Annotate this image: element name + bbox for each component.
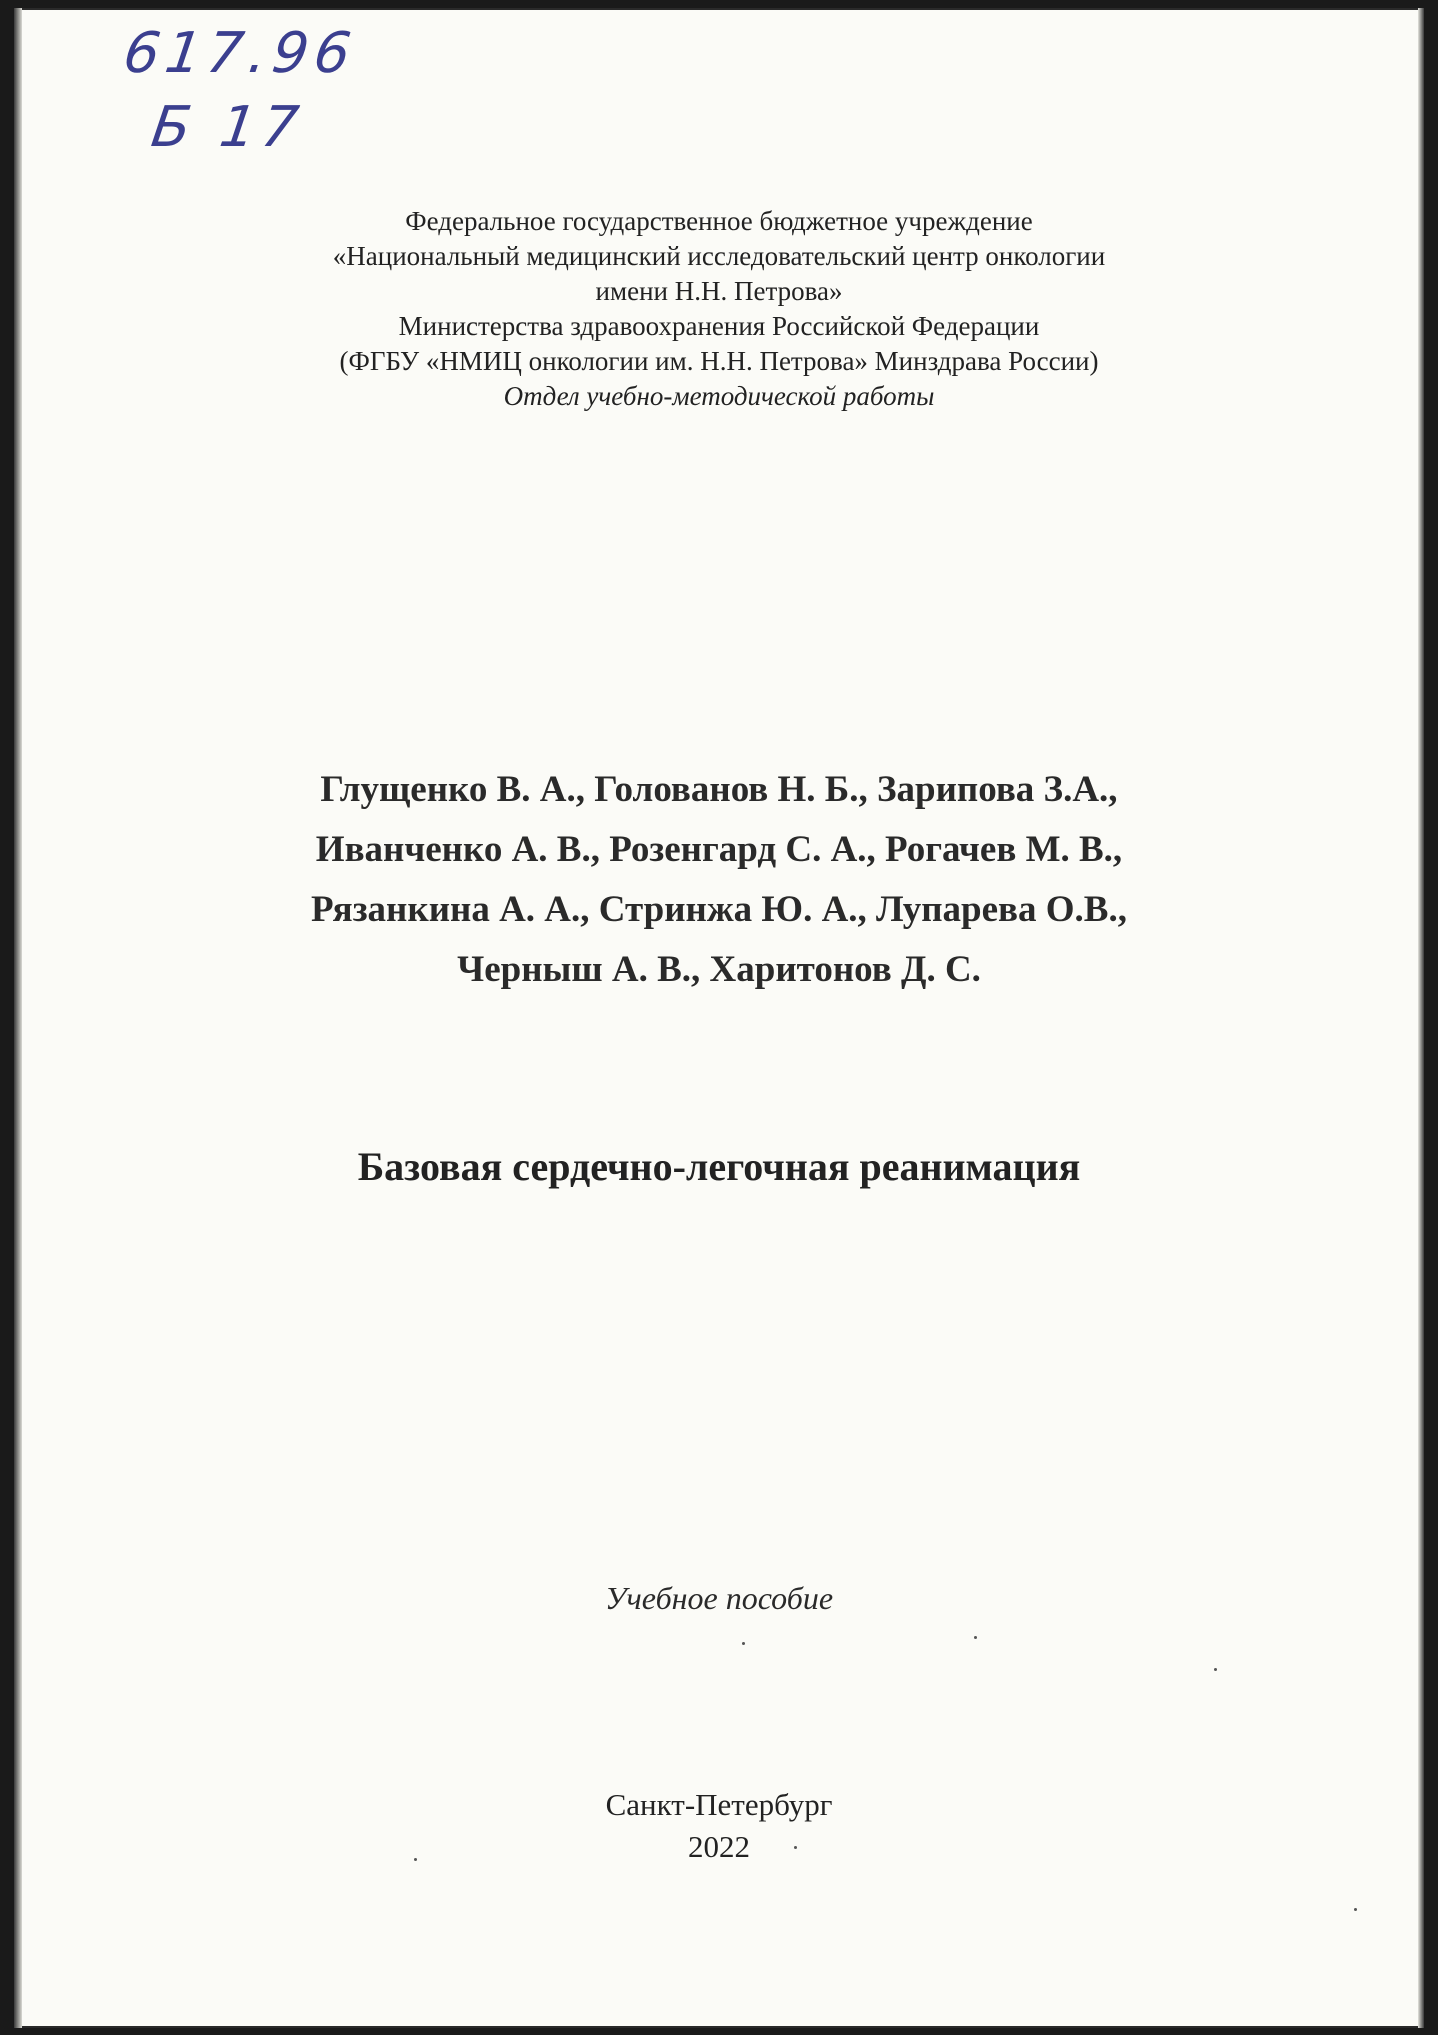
imprint-year: 2022: [688, 1829, 750, 1864]
institution-line: Министерства здравоохранения Российской Федерации: [398, 311, 1040, 341]
scan-speck: [414, 1858, 417, 1861]
authors-block: [14, 760, 1424, 1000]
scan-speck: [974, 1636, 977, 1639]
institution-line: Федеральное государственное бюджетное учреждение: [405, 206, 1033, 236]
document-page: [14, 8, 1424, 2028]
document-type: Учебное пособие: [604, 1580, 834, 1616]
handwritten-classification-code: 617.96: [119, 21, 361, 86]
handwritten-author-mark: Б 17: [147, 95, 309, 160]
department-name: Отдел учебно-методической работы: [503, 381, 935, 411]
document-title: Базовая сердечно-легочная реанимация: [357, 1144, 1081, 1189]
authors-line: Иванченко А. В., Розенгард С. А., Рогачев М. В.,: [315, 829, 1123, 870]
scan-speck: [1214, 1668, 1217, 1671]
institution-line: «Национальный медицинский исследовательский центр онкологии: [332, 241, 1106, 271]
institution-block: [14, 204, 1424, 414]
authors-line: Черныш А. В., Харитонов Д. С.: [457, 949, 981, 990]
imprint-block: [14, 1784, 1424, 1868]
institution-line: (ФГБУ «НМИЦ онкологии им. Н.Н. Петрова» Минздрава России): [339, 346, 1099, 376]
authors-line: Глущенко В. А., Голованов Н. Б., Зарипова З.А.,: [320, 769, 1118, 810]
authors-line: Рязанкина А. А., Стринжа Ю. А., Лупарева О.В.,: [311, 889, 1127, 930]
imprint-city: Санкт-Петербург: [605, 1787, 833, 1822]
scan-speck: [742, 1642, 745, 1645]
scan-speck: [794, 1846, 797, 1849]
scan-speck: [1354, 1908, 1357, 1911]
institution-line: имени Н.Н. Петрова»: [595, 276, 843, 306]
